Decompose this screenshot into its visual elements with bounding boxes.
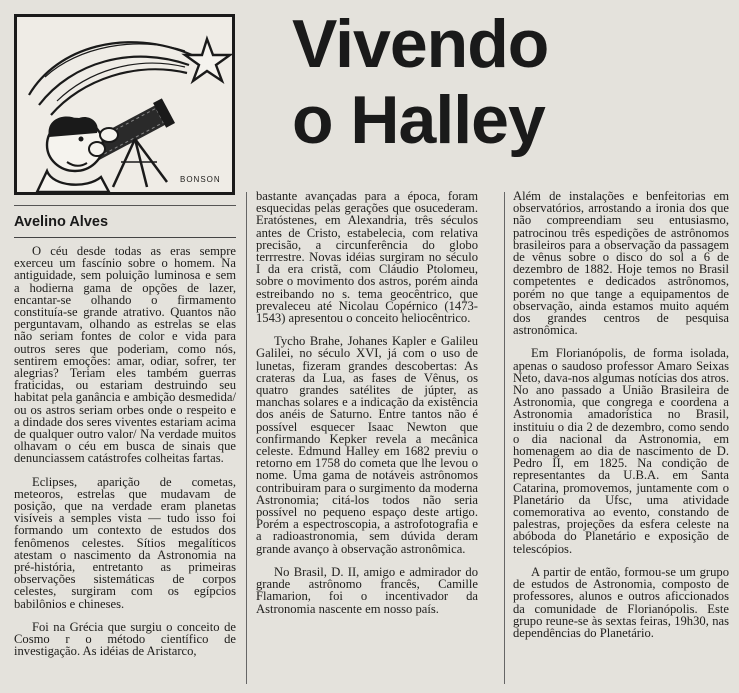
column-divider	[246, 192, 247, 684]
comet-stargazer-cartoon	[14, 14, 235, 195]
paragraph: Eclipses, aparição de cometas, meteoros, estrelas que mudavam de posição, que na verdade eram planetas visíveis a semples vista — tudo isso foi formando um contexto de estudos dos fenômenos celestes. Sítios megalíticos atestam o nascimento da Astronomia na pré-história, entretanto as primeiras observações sistemáticas de corpos celestes, surgiram com os egípcios babilônios e chineses.	[14, 474, 236, 611]
divider	[14, 237, 236, 238]
headline	[292, 6, 732, 158]
paragraph: A partir de então, formou-se um grupo de estudos de Astronomia, composto de professores, alunos e outros aficcionados da comunidade de Florianópolis. Este grupo reune-se às sextas feiras, 19h30, nas dependências do Planetário.	[513, 564, 729, 640]
paragraph: Em Florianópolis, de forma isolada, apenas o saudoso professor Amaro Seixas Neto, dava-nos algumas notícias dos atros. No ano passado a União Brasileira de Astronomia, que congrega e coordena a Astronomia amadorística no Brasil, instituiu o dia 2 de dezembro, como sendo o dia nacional da Astronomia, em homenagem ao dia de nascimento de D. Pedro II, em 1825. Na condição de representantes da U.B.A. em Santa Catarina, promovemos, juntamente com o Planetário da Ufsc, uma atividade comemorativa ao evento, constando de palestras, projeções da esfera celeste na abóboda do Planetário e exposição de telescópios.	[513, 346, 729, 556]
paragraph: Tycho Brahe, Johanes Kapler e Galileu Galilei, no século XVI, já com o uso de lunetas, fizeram grandes descobertas: As crateras da Lua, as fases de Vênus, os quatro grandes satélites de júpter, as manchas solares e a indicação da existência dos anéis de Saturno. Entre tantos não é possível esquecer Isaac Newton que confirmando Kepker revela a mecânica celeste. Edmund Halley em 1682 previu o retorno em 1758 do cometa que lhe levou o nome. Uma gama de notáveis astrônomos contribuiram para o surgimento da moderna Astronomia; citá-los todos não seria possível no pequeno espaço deste artigo. Porém a espectroscopia, a astrofotografia e a radioastronomia, sem dúvida deram grande avanço à observação astronômica.	[256, 334, 478, 556]
article-column-3	[513, 190, 729, 639]
paragraph: Foi na Grécia que surgiu o conceito de Cosmo r o método científico de investigação. As idéias de Aristarco,	[14, 619, 236, 659]
headline-line-1: Vivendo	[292, 6, 549, 82]
column-divider	[504, 192, 505, 684]
stargazer-icon	[17, 17, 232, 192]
article-column-2	[256, 190, 478, 615]
headline-line-2: o Halley	[292, 82, 545, 158]
paragraph: bastante avançadas para a época, foram esquecidas pelas gerações que osucederam. Eratóstenes, em Alexandria, três séculos antes de Cristo, estabelecia, com relativa precisão, a circunferência do globo terrrestre. Novas idéias surgiram no século I da era cristã, com Cláudio Ptolomeu, sobre o movimento dos astros, porém ainda estreibando no s. tema geocêntrico, que prevaleceu até Nicolau Copérnico (1473-1543) apresentou o conceito heliocêntrico.	[256, 189, 478, 326]
author-byline: Avelino Alves	[14, 214, 109, 230]
article-column-1	[14, 245, 236, 658]
paragraph: Além de instalações e benfeitorias em observatórios, arrostando a ironia dos que não compreendiam seu entusiasmo, patrocinou três espedições de astrônomos brasileiros para a observação da passagem de vênus sobre o disco do sol a 6 de dezembro de 1882. Hoje temos no Brasil competentes e dedicados astrônomos, porém no que tange a equipamentos de observação, ainda estamos muito aquém dos grandes centros de pesquisa astronômica.	[513, 189, 729, 338]
divider	[14, 205, 236, 206]
paragraph: No Brasil, D. II, amigo e admirador do grande astrônomo francês, Camille Flamarion, foi o incentivador da Astronomia nascente em nosso país.	[256, 564, 478, 616]
cartoonist-signature: BONSON	[180, 175, 221, 184]
paragraph: O céu desde todas as eras sempre exerceu um fascínio sobre o homem. Na antiguidade, sem poluição luminosa e sem a hodierna gama de opções de lazer, encantar-se olhando o firmamento constituía-se grande atrativo. Quantos não perguntavam, olhando as estrelas se elas não seriam fontes de color e vida para outros seres que poderiam, como nós, sentirem emoções: amar, odiar, sofrer, ter alegrias? Teriam eles também guerras fraticidas, ou estariam destruindo seu habitat pela ganância e ambição desmedida/ ou os astros seriam orbes onde o respeito e a dindade dos seres viventes estariam acima de qualquer outro valor/ Na verdade muitos olhavam o céu em busca de sinais que denunciassem catástrofes colheitas fartas.	[14, 244, 236, 466]
